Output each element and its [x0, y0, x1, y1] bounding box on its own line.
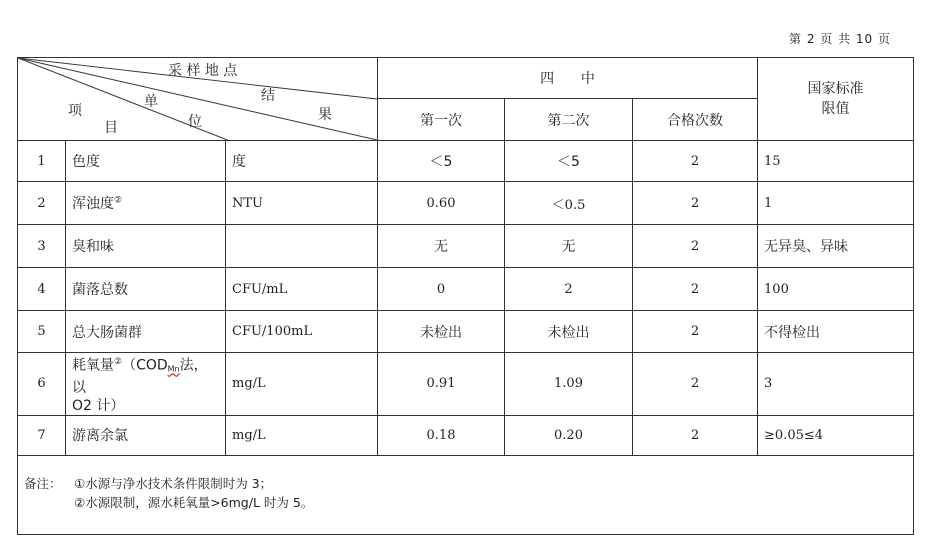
pass-count: 2	[633, 311, 758, 353]
unit-cell: CFU/mL	[226, 268, 378, 311]
table-row	[18, 225, 914, 268]
unit-cell: mg/L	[226, 415, 378, 455]
unit-cell: CFU/100mL	[226, 311, 378, 353]
item-name: 臭和味	[66, 225, 226, 268]
row-number: 2	[18, 182, 66, 225]
notes-row	[18, 455, 914, 534]
water-quality-table	[17, 57, 914, 535]
diag-result2-label: 果	[318, 107, 332, 123]
first-value: 0	[378, 268, 505, 311]
first-value: 0.60	[378, 182, 505, 225]
limit-header: 国家标准 限值	[758, 58, 914, 141]
limit-value: 无异臭、异味	[758, 225, 914, 268]
row-number: 1	[18, 141, 66, 182]
diag-item-label: 项	[68, 103, 82, 119]
note-line-1: ①水源与净水技术条件限制时为 3；	[74, 475, 273, 491]
second-value: ＜0.5	[505, 182, 633, 225]
pass-count: 2	[633, 182, 758, 225]
pass-count: 2	[633, 268, 758, 311]
second-test-header: 第二次	[505, 99, 633, 141]
pass-count-header: 合格次数	[633, 99, 758, 141]
first-value: 无	[378, 225, 505, 268]
diag-unit-label: 单	[144, 94, 158, 110]
limit-value: 3	[758, 353, 914, 416]
second-value: ＜5	[505, 141, 633, 182]
row-number: 4	[18, 268, 66, 311]
second-value: 0.20	[505, 415, 633, 455]
second-value: 2	[505, 268, 633, 311]
diag-site-label: 采 样 地 点	[168, 63, 238, 79]
limit-value: 100	[758, 268, 914, 311]
first-value: 0.18	[378, 415, 505, 455]
item-name: 色度	[66, 141, 226, 182]
limit-value: 不得检出	[758, 311, 914, 353]
site-name-header: 四 中	[378, 58, 758, 99]
first-value: ＜5	[378, 141, 505, 182]
item-name: 游离余氯	[66, 415, 226, 455]
first-value: 未检出	[378, 311, 505, 353]
item-name: 总大肠菌群	[66, 311, 226, 353]
pass-count: 2	[633, 141, 758, 182]
first-value: 0.91	[378, 353, 505, 416]
unit-cell	[226, 225, 378, 268]
first-test-header: 第一次	[378, 99, 505, 141]
pass-count: 2	[633, 353, 758, 416]
item-name: 菌落总数	[66, 268, 226, 311]
second-value: 未检出	[505, 311, 633, 353]
row-number: 5	[18, 311, 66, 353]
table-row	[18, 353, 914, 416]
row-number: 7	[18, 415, 66, 455]
notes-cell	[18, 455, 914, 534]
diagonal-header-cell	[18, 58, 378, 141]
item-name: 浑浊度②	[66, 182, 226, 225]
limit-value: 15	[758, 141, 914, 182]
limit-value: ≥0.05≤4	[758, 415, 914, 455]
diag-result-label: 结	[261, 88, 275, 104]
unit-cell: mg/L	[226, 353, 378, 416]
table-row	[18, 141, 914, 182]
pass-count: 2	[633, 415, 758, 455]
table-row	[18, 415, 914, 455]
unit-cell: 度	[226, 141, 378, 182]
notes-label: 备注：	[24, 475, 62, 491]
table-row	[18, 268, 914, 311]
second-value: 无	[505, 225, 633, 268]
item-name: 耗氧量$^②(COD_{Mn}$法，以 O2 计）	[66, 353, 226, 416]
unit-cell: NTU	[226, 182, 378, 225]
table-row	[18, 311, 914, 353]
diag-item2-label: 目	[104, 120, 118, 136]
row-number: 3	[18, 225, 66, 268]
pass-count: 2	[633, 225, 758, 268]
diag-unit2-label: 位	[188, 114, 202, 130]
second-value: 1.09	[505, 353, 633, 416]
note-line-2: ②水源限制，源水耗氧量>6mg/L 时为 5。	[74, 494, 314, 510]
table-row	[18, 182, 914, 225]
limit-value: 1	[758, 182, 914, 225]
page-number: 第 2 页 共 10 页	[789, 32, 891, 46]
row-number: 6	[18, 353, 66, 416]
